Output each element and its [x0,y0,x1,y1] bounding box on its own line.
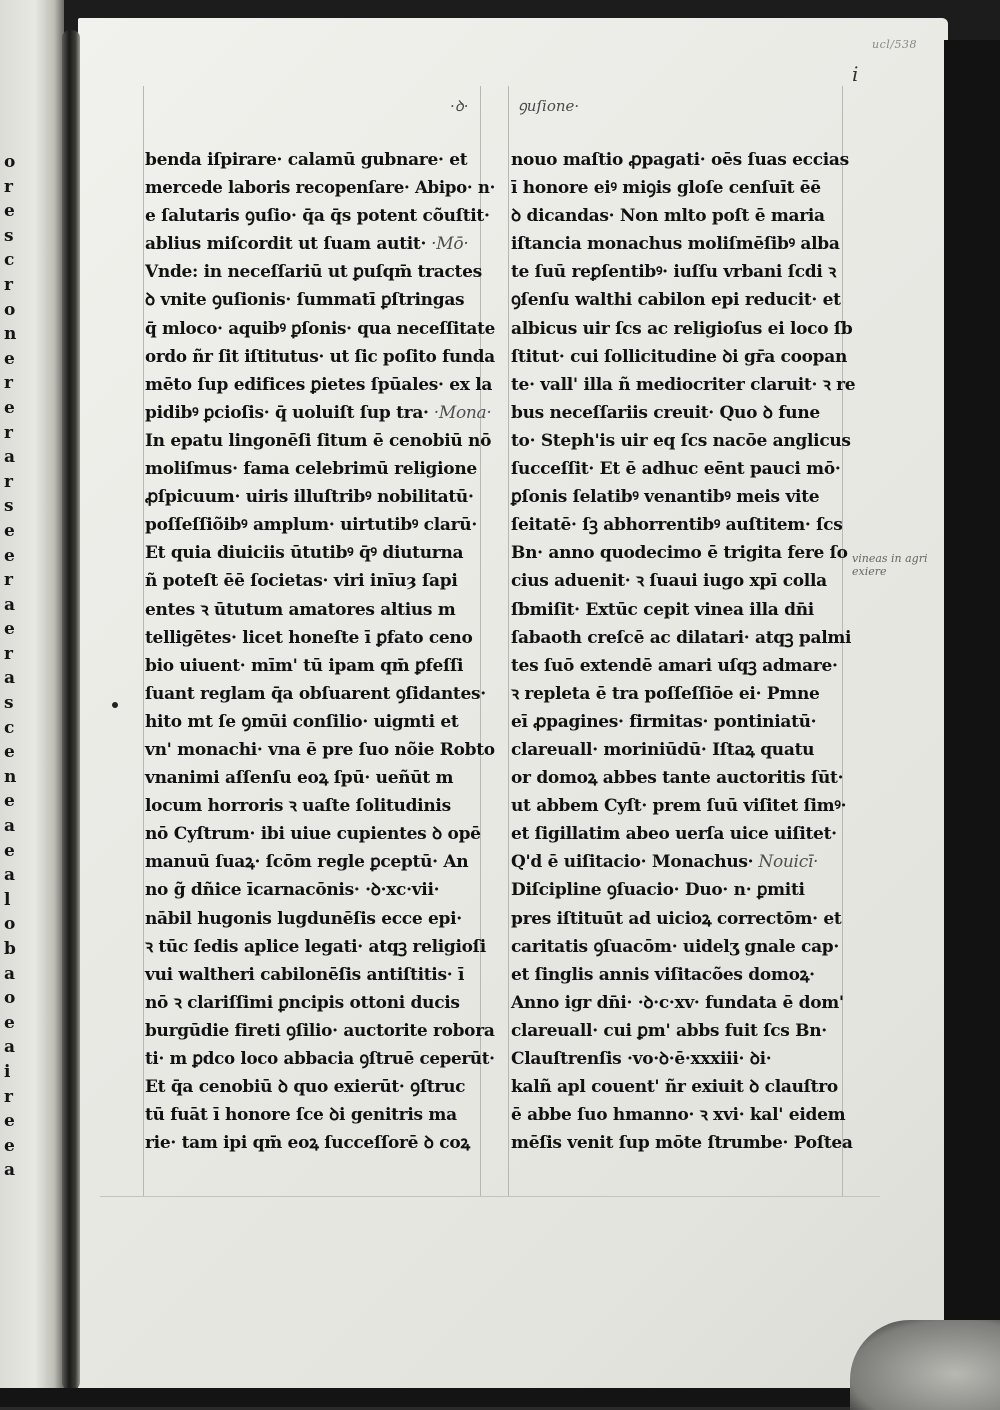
line-text: ꝛ repleta ē tra poſſeſſiōe ei· Pmne [511,683,820,704]
line-text: ī honore eiꝰ miꝯis gloſe cenſuīt ēē [511,178,821,199]
manuscript-line [511,539,856,567]
marginal-note: vineas in agri exiere [852,552,928,578]
manuscript-line [511,483,856,511]
ruling-line [100,1196,880,1197]
manuscript-line [511,174,856,202]
running-head-right: ꝯuſione· [518,97,580,115]
manuscript-line [511,567,856,595]
rubric: Nouicī· [753,852,819,873]
manuscript-line [511,343,856,371]
manuscript-line [511,371,856,399]
line-text: ꝺ vnite ꝯuſionis· ſummatī ꝑſtringas [145,290,465,311]
manuscript-line [145,371,495,399]
left-page-letter: a [4,963,16,984]
left-page-letter: o [4,914,16,935]
running-head-left: ·ꝺ· [450,97,469,115]
manuscript-line [145,399,495,427]
left-page-letter: b [4,939,16,959]
manuscript-line [511,399,856,427]
left-page-letter: e [4,348,15,369]
manuscript-line [145,933,495,961]
line-text: manuū ſuaꝝ· ſcōm regle ꝑceptū· An [145,852,469,873]
manuscript-line [145,1101,495,1129]
manuscript-line [145,315,495,343]
left-page-letter: e [4,619,15,640]
manuscript-line [145,708,495,736]
line-text: ordo ñr ſit iſtitutus· ut ſic poſito funda [145,346,495,367]
line-text: e ſalutaris ꝯuſio· q̄a q̄s potent cõuſtit· [145,206,490,227]
manuscript-line [145,286,495,314]
manuscript-line [511,764,856,792]
line-text: te ſuū reꝑſentibꝰ· iuſſu vrbani ſcdi ꝛ [511,262,836,283]
left-page-letter: e [4,520,15,541]
line-text: nouo maſtio ꝓpagati· oēs ſuas eccias [511,150,849,170]
manuscript-line [511,258,856,286]
manuscript-line [145,146,495,174]
left-page-letter: c [4,250,15,271]
left-page-letter: e [4,742,15,763]
manuscript-line [511,146,856,174]
left-page-letter: e [4,840,15,861]
manuscript-line [145,427,495,455]
left-page-letter: r [4,471,13,492]
manuscript-line [511,230,856,258]
left-page-letter: o [4,152,16,172]
left-page-letter: e [4,397,15,418]
line-text: to· Steph'is uir eq ſcs nacōe anglicus [511,430,851,451]
line-text: nābil hugonis lugdunēſis ecce epi· [145,908,462,929]
line-text: mercede laboris recopenſare· Abipo· n· [145,178,496,199]
line-text: ablius miſcordit ut ſuam autit· [145,234,427,255]
manuscript-line [145,820,495,848]
line-text: Et q̄a cenobiū ꝺ quo exierūt· ꝯſtruc [145,1077,466,1098]
line-text: Bn· anno quodecimo ē trigita fere ſo [511,543,848,564]
left-page-letter: a [4,816,16,837]
line-text: ſeitatē· ſꝫ abhorrentibꝰ auſtitem· ſcs [511,515,843,536]
manuscript-line [511,1017,856,1045]
manuscript-line [511,624,856,652]
manuscript-line [511,792,856,820]
line-text: iſtancia monachus moliſmēſibꝰ alba [511,234,840,255]
line-text: ſbmiſit· Extūc cepit vinea illa dn̄i [511,599,814,620]
left-page-letter: r [4,1086,13,1107]
line-text: et ſigillatim abeo uerſa uice uiſitet· [511,824,837,845]
line-text: et ſinglis annis viſitacões domoꝝ· [511,964,815,985]
manuscript-line [511,596,856,624]
line-text: albicus uir ſcs ac religioſus ei loco ſb [511,318,853,339]
line-text: rie· tam ipi qm̄ eoꝝ ſucceſſorē ꝺ coꝝ [145,1133,470,1154]
left-page-letter: r [4,422,13,443]
manuscript-line [145,1017,494,1045]
line-text: q̄ mloco· aquibꝰ ꝑſonis· qua neceſſitate [145,318,495,339]
left-page-letter: l [4,889,11,910]
line-text: In epatu lingonēſi ſitum ē cenobiū nō [145,430,492,451]
manuscript-line [511,286,856,314]
line-text: mēto ſup edifices ꝑietes ſpūales· ex la [145,374,493,395]
left-page-letter: r [4,643,13,664]
left-page-letter: s [4,693,14,714]
line-text: nō Cyſtrum· ibi uiue cupientes ꝺ opē [145,824,481,845]
line-text: moliſmus· fama celebrimū religione [145,459,477,480]
line-text: pidibꝰ ꝑcioſis· q̄ uoluiſt ſup tra· [145,402,429,423]
line-text: te· vall' illa ñ mediocriter claruit· ꝛ re [511,374,856,395]
manuscript-line [145,989,495,1017]
manuscript-line [511,1129,856,1157]
line-text: Anno igr dn̄i· ·ꝺ·c·xv· fundata ē dom' [511,992,844,1013]
manuscript-line [511,989,856,1017]
line-text: or domoꝝ abbes tante auctoritis ſūt· [511,768,844,789]
left-page-letter: n [4,324,17,345]
book-gutter [62,30,80,1390]
manuscript-line [145,455,495,483]
left-page-letter: c [4,717,15,738]
line-text: mēſis venit ſup mōte ſtrumbe· Poſtea [511,1133,853,1154]
line-text: caritatis ꝯſuacōm· uidelʒ gnale cap· [511,936,840,957]
line-text: bus neceſſariis creuit· Quo ꝺ fune [511,402,820,423]
manuscript-line [511,961,856,989]
left-page-letter: o [4,988,16,1009]
left-page-letter: a [4,865,16,886]
left-page-letter: a [4,447,16,468]
left-page-letter: r [4,274,13,295]
manuscript-line [145,961,495,989]
left-page-letter: a [4,1160,16,1181]
left-page-letter: e [4,1135,15,1156]
line-text: pres iſtituūt ad uicioꝝ correctōm· et [511,908,842,929]
left-page-letter: e [4,545,15,566]
manuscript-line [511,652,856,680]
manuscript-line [145,230,495,258]
line-text: cius aduenit· ꝛ ſuaui iugo xpī colla [511,571,827,592]
line-text: nō ꝛ clariſſimi ꝑncipis ottoni ducis [145,992,460,1013]
line-text: tes ſuō extendē amari uſqꝫ admare· [511,655,838,676]
line-text: clareuall· cui ꝑm' abbs fuit ſcs Bn· [511,1020,827,1041]
line-text: ut abbem Cyſt· prem ſuū viſitet ſimꝰ· [511,796,847,817]
line-text: ꝓſpicuum· uiris illuſtribꝰ nobilitatū· [145,487,474,508]
line-text: ꝛ tūc ſedis aplice legati· atqꝫ religioſi [145,936,486,957]
line-text: benda iſpirare· calamū gubnare· et [145,150,468,170]
manuscript-line [145,848,495,876]
manuscript-line [511,736,856,764]
ink-dot [112,702,118,708]
manuscript-line [511,1073,856,1101]
rubric: ·Mona· [428,402,492,423]
left-page-letter: e [4,201,15,222]
left-page-letter: r [4,570,13,591]
line-text: locum horroris ꝛ uaſte ſolitudinis [145,796,451,817]
shelfmark: ucl/538 [872,38,917,51]
line-text: Vnde: in neceſſariū ut ꝑuſqm̄ tractes [145,262,482,283]
line-text: kalñ apl couent' ñr exiuit ꝺ clauſtro [511,1077,838,1098]
line-text: telligētes· licet honeſte ī ꝑfato ceno [145,627,473,648]
left-page-letter: e [4,1111,15,1132]
line-text: tū fuāt ī honore ſce ꝺi genitris ma [145,1105,457,1126]
line-text: ꝯſenſu walthi cabilon epi reducit· et [511,290,841,311]
line-text: entes ꝛ ūtutum amatores altius m [145,599,456,620]
thumb [850,1320,1000,1410]
manuscript-line [511,202,856,230]
left-page-text-fragments [4,150,26,1183]
line-text: burgūdie fireti ꝯſilio· auctorite robora [145,1020,495,1041]
manuscript-line [145,174,496,202]
manuscript-line [145,764,495,792]
line-text: Et quia diuiciis ūtutibꝰ q̄ꝰ diuturna [145,543,464,564]
text-column-b [511,146,856,1157]
manuscript-line [511,511,856,539]
manuscript-line [145,258,495,286]
manuscript-line [145,1073,495,1101]
left-page-letter: r [4,373,13,394]
manuscript-line [145,539,495,567]
manuscript-line [145,596,495,624]
manuscript-line [145,1045,495,1073]
line-text: ſabaoth creſcē ac dilatari· atqꝫ palmi [511,627,852,648]
manuscript-line [145,511,495,539]
rubric: ·Mō· [426,234,469,255]
line-text: ſucceſſit· Et ē adhuc eēnt pauci mō· [511,459,841,480]
left-page-letter: s [4,225,14,246]
manuscript-line [511,820,856,848]
manuscript-line [145,483,495,511]
line-text: ti· m ꝑdco loco abbacia ꝯſtruē ceperūt· [145,1049,495,1069]
left-page-letter: a [4,668,16,689]
left-page-letter: a [4,594,16,615]
left-page-letter: e [4,1012,15,1033]
line-text: ſtitut· cui ſollicitudine ꝺi gr̄a coopan [511,346,848,367]
manuscript-line [145,202,495,230]
line-text: clareuall· moriniūdū· Iſtaꝝ quatu [511,739,815,760]
manuscript-line [145,876,495,904]
manuscript-line [511,315,856,343]
manuscript-line [145,905,495,933]
left-page-letter: o [4,299,16,320]
manuscript-line [145,567,495,595]
line-text: no g̃ dñice īcarnacōnis· ·ꝺ·xc·vii· [145,880,440,901]
left-page-letter: a [4,1037,16,1058]
manuscript-line [511,1045,856,1073]
manuscript-line [145,343,495,371]
manuscript-line [511,876,856,904]
line-text: ñ poteſt ēē ſocietas· viri inīuȝ ſapi [145,571,458,592]
line-text: Diſcipline ꝯſuacio· Duo· n· ꝑmiti [511,880,805,901]
line-text: Clauſtrenſis ·vo·ꝺ·ē·xxxiii· ꝺi· [511,1049,772,1069]
ruling-line [508,86,509,1196]
left-page-letter: i [4,1061,11,1082]
manuscript-line [145,736,495,764]
manuscript-line [145,652,495,680]
line-text: ꝺ dicandas· Non mlto poſt ē maria [511,206,825,227]
line-text: vui waltheri cabilonēſis antiſtitis· ī [145,964,465,985]
line-text: eī ꝓpagines· firmitas· pontiniatū· [511,711,817,732]
manuscript-line [511,427,856,455]
line-text: bio uiuent· mīm' tū ipam qm̄ ꝑfeſſi [145,655,464,676]
line-text: ē abbe ſuo hmanno· ꝛ xvi· kal' eidem [511,1105,846,1126]
manuscript-line [511,933,856,961]
line-text: Q'd ē uiſitacio· Monachus· [511,852,754,873]
manuscript-line [145,792,495,820]
manuscript-line [511,680,856,708]
manuscript-line [145,624,495,652]
manuscript-line [511,455,856,483]
line-text: poſſeſſiõibꝰ amplum· uirtutibꝰ clarū· [145,515,477,536]
background-edge [944,40,1000,1407]
manuscript-line [511,848,856,876]
manuscript-line [145,1129,495,1157]
manuscript-line [511,905,856,933]
folio-number: i [852,62,859,86]
text-column-a [145,146,495,1157]
left-page-letter: n [4,766,17,787]
line-text: ſuant reglam q̄a obſuarent ꝯſidantes· [145,683,486,704]
manuscript-line [145,680,495,708]
ruling-line [143,86,144,1196]
left-page-letter: r [4,176,13,197]
line-text: vn' monachi· vna ē pre ſuo nõie Robto [145,739,495,760]
left-page-letter: e [4,791,15,812]
left-page-letter: s [4,496,14,517]
manuscript-line [511,1101,856,1129]
line-text: hito mt ſe ꝯmūi conſilio· uigmti et [145,711,459,732]
line-text: vnanimi aſſenſu eoꝝ ſpū· ueñūt m [145,768,454,789]
line-text: ꝑſonis ſelatibꝰ venantibꝰ meis vite [511,487,820,508]
manuscript-line [511,708,856,736]
